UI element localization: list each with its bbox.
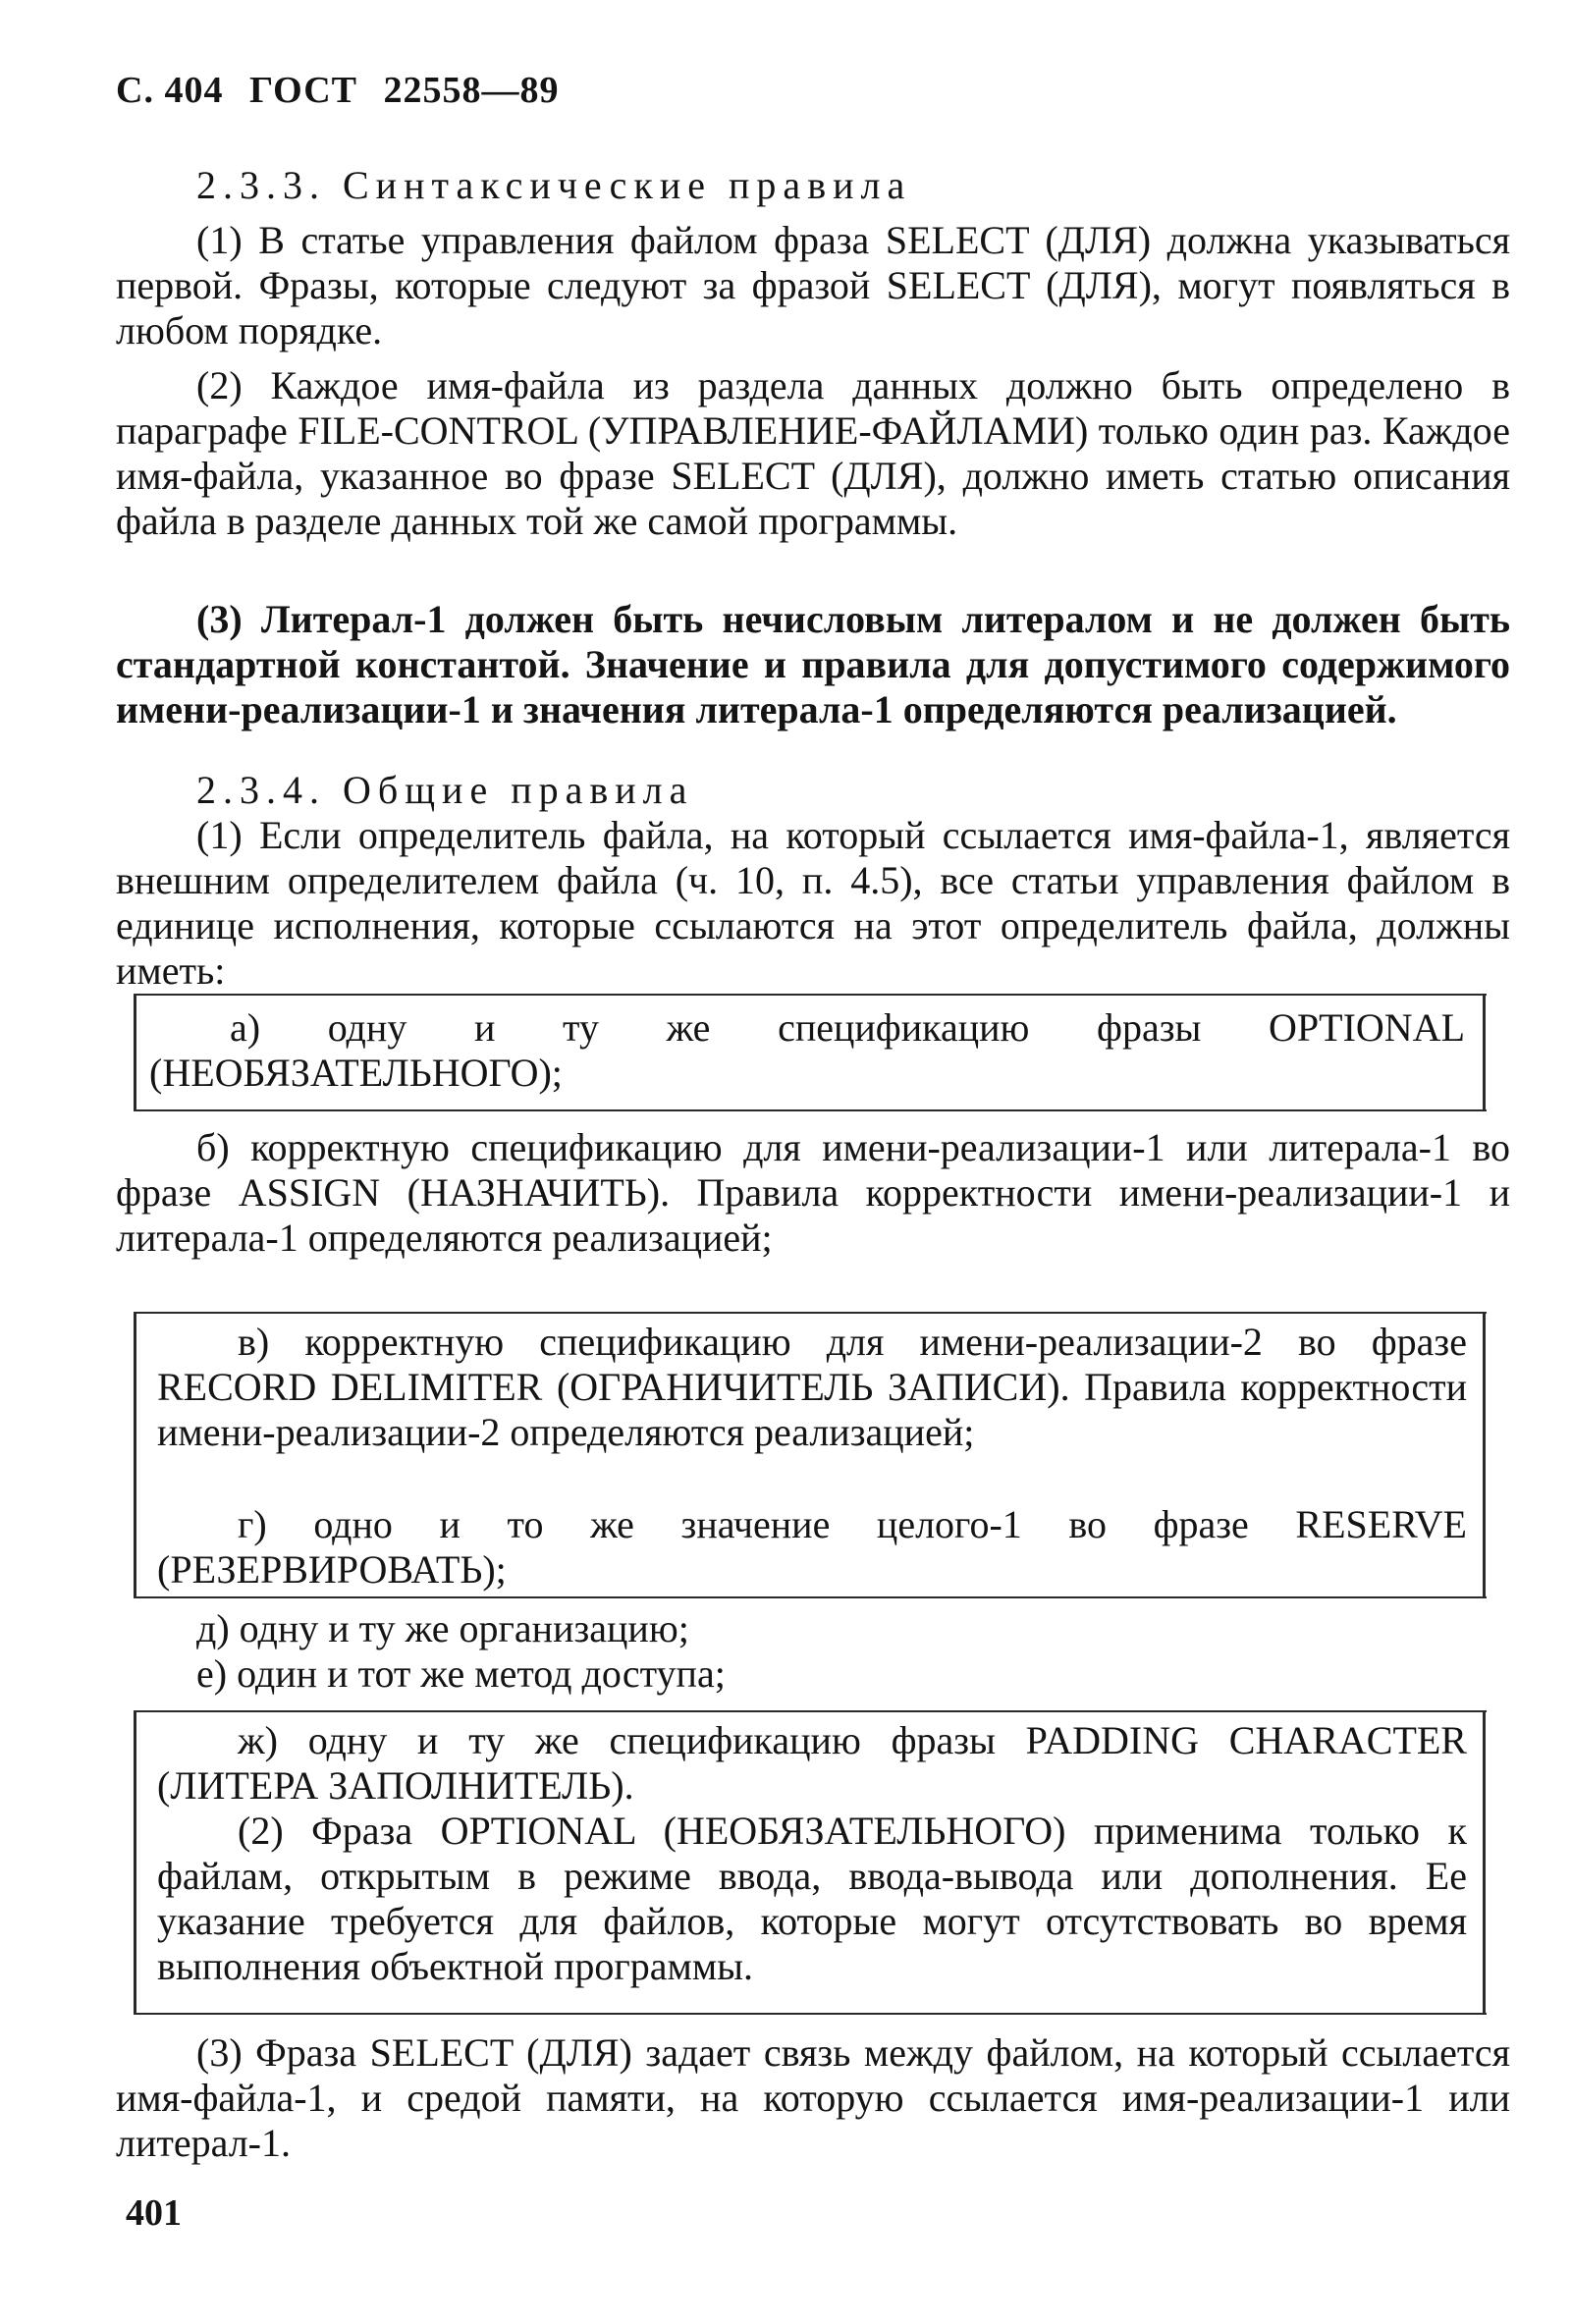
list-item-e: е) один и тот же метод доступа;: [196, 1651, 726, 1696]
box-zh-left-rule: [134, 1710, 136, 2013]
paragraph-2-3-3-1: (1) В статье управления файлом фраза SELECT (ДЛЯ) должна указываться первой. Фразы, которые следуют за фразой SELECT (ДЛЯ), могут появляться в любом порядке.: [116, 218, 1510, 352]
box-zh-right-rule: [1483, 1710, 1486, 2013]
paragraph-2-3-4-2: (2) Фраза OPTIONAL (НЕОБЯЗАТЕЛЬНОГО) применима только к файлам, открытым в режиме ввода, ввода-вывода или дополнения. Ее указание требуется для файлов, которые могут отсутствовать во время выполнения объектной программы.: [157, 1809, 1467, 1988]
paragraph-2-3-3-2: (2) Каждое имя-файла из раздела данных должно быть определено в параграфе FILE-CONTROL (УПРАВЛЕНИЕ-ФАЙЛАМИ) только один раз. Каждое имя-файла, указанное во фразе SELECT (ДЛЯ), должно иметь статью описания файла в разделе данных той же самой программы.: [116, 363, 1510, 543]
running-header: [116, 69, 575, 112]
paragraph-2-3-4-3: (3) Фраза SELECT (ДЛЯ) задает связь между файлом, на который ссылается имя-файла-1, и средой памяти, на которую ссылается имя-реализации-1 или литерал-1.: [116, 2030, 1510, 2165]
box-a-bottom-rule: [134, 1109, 1487, 1111]
header-standard-number: 22558—89: [383, 70, 560, 111]
box-vg-bottom-rule: [134, 1596, 1487, 1598]
box-vg-top-rule: [134, 1312, 1487, 1314]
box-a-left-rule: [134, 994, 136, 1109]
paragraph-2-3-3-3: (3) Литерал-1 должен быть нечисловым литералом и не должен быть стандартной константой. Значение и правила для допустимого содержимого имени-реализации-1 и значения литерала-1 определяются реализацией.: [116, 597, 1510, 731]
box-a-right-rule: [1483, 994, 1486, 1109]
list-item-zh: ж) одну и ту же спецификацию фразы PADDING CHARACTER (ЛИТЕРА ЗАПОЛНИТЕЛЬ).: [157, 1718, 1467, 1808]
box-vg-right-rule: [1483, 1312, 1486, 1596]
list-item-b: б) корректную спецификацию для имени-реализации-1 или литерала-1 во фразе ASSIGN (НАЗНАЧИТЬ). Правила корректности имени-реализации-1 и литерала-1 определяются реализацией;: [116, 1125, 1510, 1260]
box-vg-left-rule: [134, 1312, 136, 1596]
header-page-ref: С. 404: [116, 70, 224, 111]
page-number: 401: [126, 2192, 182, 2234]
section-heading-2-3-4: 2.3.4. Общие правила: [196, 768, 694, 812]
section-heading-2-3-3: 2.3.3. Синтаксические правила: [196, 163, 912, 207]
list-item-v: в) корректную спецификацию для имени-реализации-2 во фразе RECORD DELIMITER (ОГРАНИЧИТЕЛЬ ЗАПИСИ). Правила корректности имени-реализации-2 определяются реализацией;: [157, 1320, 1467, 1454]
paragraph-2-3-4-1: (1) Если определитель файла, на который ссылается имя-файла-1, является внешним определителем файла (ч. 10, п. 4.5), все статьи управления файлом в единице исполнения, которые ссылаются на этот определитель файла, должны иметь:: [116, 813, 1510, 993]
list-item-a: а) одну и ту же спецификацию фразы OPTIONAL (НЕОБЯЗАТЕЛЬНОГО);: [149, 1005, 1465, 1095]
box-zh-top-rule: [134, 1710, 1487, 1712]
list-item-g: г) одно и то же значение целого-1 во фразе RESERVE (РЕЗЕРВИРОВАТЬ);: [157, 1502, 1467, 1592]
box-zh-bottom-rule: [134, 2013, 1487, 2015]
header-gost: ГОСТ: [248, 70, 357, 111]
box-a-top-rule: [134, 994, 1487, 996]
list-item-d: д) одну и ту же организацию;: [196, 1606, 689, 1650]
